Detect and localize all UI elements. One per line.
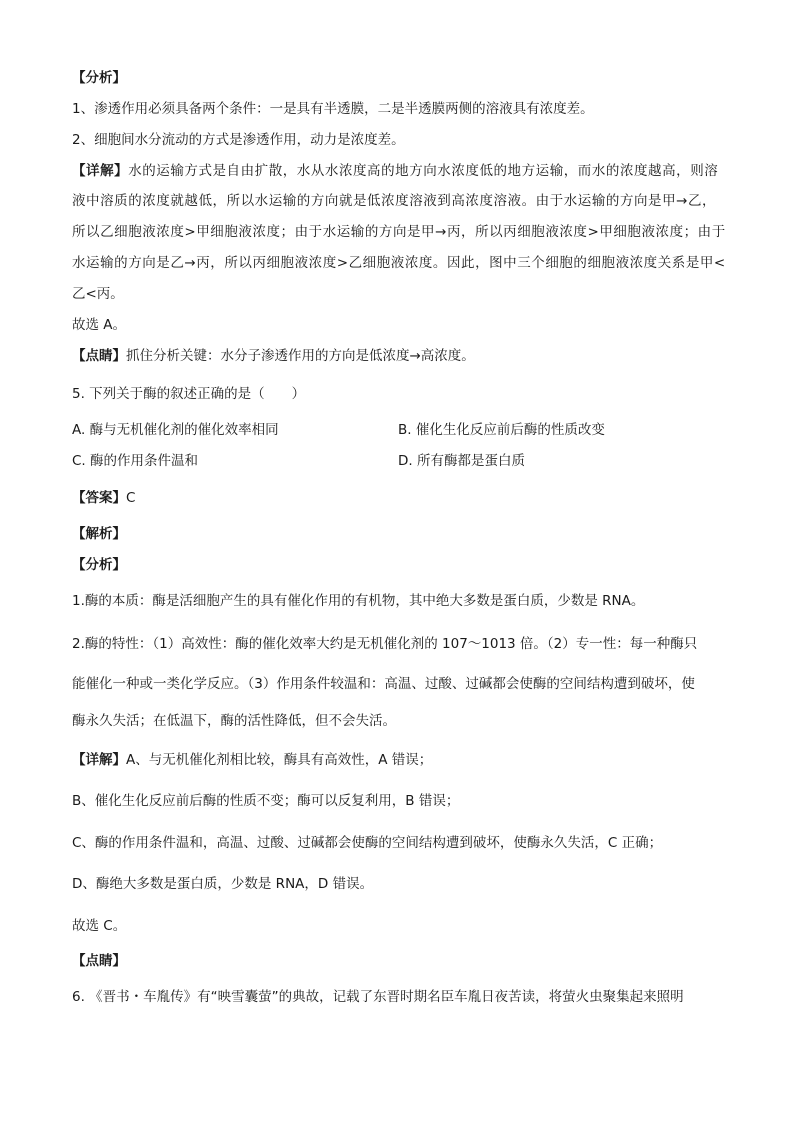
detail-b-line: B、催化生化反应前后酶的性质不变；酶可以反复利用，B 错误；: [72, 793, 460, 809]
question-6-stem: 6. 《晋书・车胤传》有“映雪囊萤”的典故，记载了东晋时期名臣车胤日夜苦读，将萤火虫聚集起来照明: [72, 989, 684, 1005]
detail-a-line: 【详解】A、与无机催化剂相比较，酶具有高效性，A 错误；: [72, 752, 433, 768]
point-line: 【点睛】抓住分析关键：水分子渗透作用的方向是低浓度→高浓度。: [72, 348, 475, 364]
detail-line-5: 乙<丙。: [72, 286, 124, 302]
point-header-5: 【点睛】: [72, 953, 126, 969]
option-a: A. 酶与无机催化剂的催化效率相同: [72, 422, 279, 438]
enzyme-analysis-line-2: 2.酶的特性：（1）高效性：酶的催化效率大约是无机催化剂的 107～1013 倍。（2）专一性：每一种酶只: [72, 636, 698, 652]
detail-d-line: D、酶绝大多数是蛋白质，少数是 RNA，D 错误。: [72, 876, 374, 892]
detail-line-4: 水运输的方向是乙→丙，所以丙细胞液浓度>乙细胞液浓度。因此，图中三个细胞的细胞液浓度关系是甲<: [72, 255, 726, 271]
analysis-header-5: 【分析】: [72, 557, 126, 573]
option-b: B. 催化生化反应前后酶的性质改变: [398, 422, 605, 438]
option-d: D. 所有酶都是蛋白质: [398, 453, 525, 469]
point-label: 【点睛】: [72, 348, 126, 364]
analysis-line-2: 2、细胞间水分流动的方式是渗透作用，动力是浓度差。: [72, 132, 405, 148]
question-5-stem: 5. 下列关于酶的叙述正确的是（ ）: [72, 386, 306, 402]
detail-label: 【详解】: [72, 163, 129, 179]
enzyme-analysis-line-1: 1.酶的本质：酶是活细胞产生的具有催化作用的有机物，其中绝大多数是蛋白质，少数是 RNA。: [72, 593, 645, 609]
detail-line-1: 【详解】水的运输方式是自由扩散，水从水浓度高的地方向水浓度低的地方运输，而水的浓度越高，则溶: [72, 163, 719, 179]
option-c: C. 酶的作用条件温和: [72, 453, 199, 469]
detail-line-3: 所以乙细胞液浓度>甲细胞液浓度；由于水运输的方向是甲→丙，所以丙细胞液浓度>甲细胞液浓度；由于: [72, 224, 726, 240]
choice-line-5: 故选 C。: [72, 918, 127, 934]
answer-label: 【答案】: [72, 490, 126, 506]
explain-header: 【解析】: [72, 526, 126, 542]
detail-c-line: C、酶的作用条件温和，高温、过酸、过碱都会使酶的空间结构遭到破坏，使酶永久失活，C 正确；: [72, 835, 663, 851]
analysis-header: 【分析】: [72, 70, 126, 86]
enzyme-analysis-line-4: 酶永久失活；在低温下，酶的活性降低，但不会失活。: [72, 713, 396, 729]
analysis-line-1: 1、渗透作用必须具备两个条件：一是具有半透膜，二是半透膜两侧的溶液具有浓度差。: [72, 101, 594, 117]
choice-line: 故选 A。: [72, 317, 127, 333]
answer-line: [72, 488, 135, 508]
answer-value: C: [126, 490, 136, 506]
detail-label-5: 【详解】: [72, 752, 126, 768]
enzyme-analysis-line-3: 能催化一种或一类化学反应。（3）作用条件较温和：高温、过酸、过碱都会使酶的空间结构遭到破坏，使: [72, 676, 695, 692]
detail-line-2: 液中溶质的浓度就越低，所以水运输的方向就是低浓度溶液到高浓度溶液。由于水运输的方向是甲→乙，: [72, 193, 717, 209]
